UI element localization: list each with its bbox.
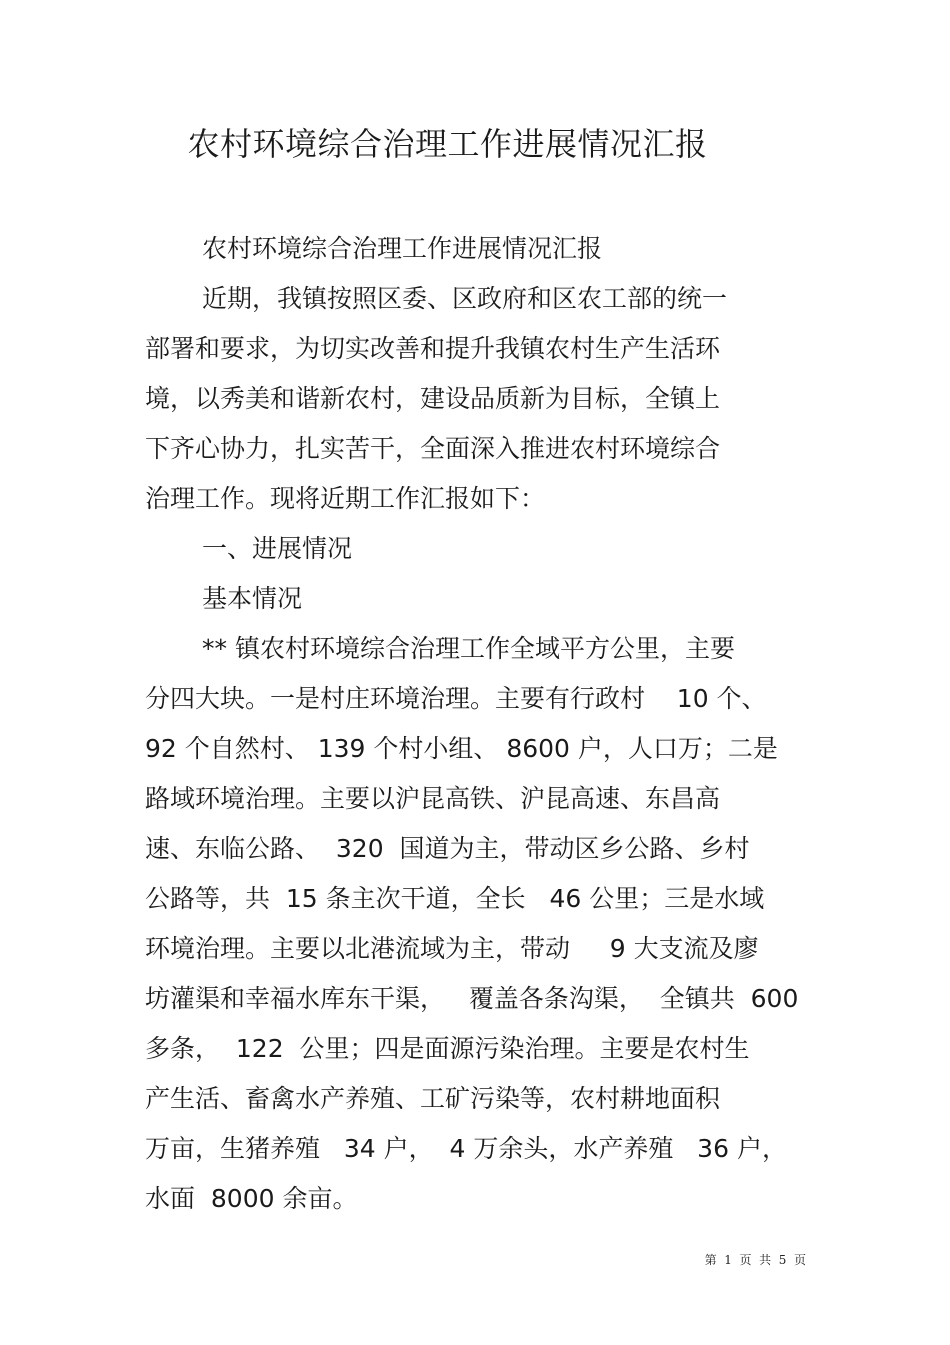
body-line: 下齐心协力，扎实苦干，全面深入推进农村环境综合 (145, 434, 721, 463)
body-line: 水面 8000 余亩。 (145, 1184, 358, 1213)
body-line: ** 镇农村环境综合治理工作全域平方公里，主要 (202, 634, 735, 663)
body-line: 路域环境治理。主要以沪昆高铁、沪昆高速、东昌高 (145, 784, 721, 813)
body-line: 近期，我镇按照区委、区政府和区农工部的统一 (202, 284, 728, 313)
body-line: 基本情况 (202, 584, 303, 613)
body-line: 环境治理。主要以北港流域为主，带动 9 大支流及廖 (145, 934, 759, 963)
document-title: 农村环境综合治理工作进展情况汇报 (187, 125, 708, 163)
body-line: 一、进展情况 (202, 534, 353, 563)
body-line: 分四大块。一是村庄环境治理。主要有行政村 10 个、 (145, 684, 767, 713)
body-line: 产生活、畜禽水产养殖、工矿污染等，农村耕地面积 (145, 1084, 721, 1113)
body-line: 多条， 122 公里；四是面源污染治理。主要是农村生 (145, 1034, 750, 1063)
body-line: 坊灌渠和幸福水库东干渠， 覆盖各条沟渠， 全镇共 600 (145, 984, 799, 1013)
body-line: 治理工作。现将近期工作汇报如下： (145, 484, 546, 513)
body-line: 境，以秀美和谐新农村，建设品质新为目标，全镇上 (145, 384, 721, 413)
body-line: 92 个自然村、 139 个村小组、 8600 户，人口万；二是 (145, 734, 778, 763)
page-footer: 第 1 页 共 5 页 (704, 1253, 806, 1267)
body-line: 速、东临公路、 320 国道为主，带动区乡公路、乡村 (145, 834, 750, 863)
document-body (145, 224, 815, 1224)
body-line: 万亩，生猪养殖 34 户， 4 万余头，水产养殖 36 户， (145, 1134, 787, 1163)
body-line: 部署和要求，为切实改善和提升我镇农村生产生活环 (145, 334, 721, 363)
body-line: 农村环境综合治理工作进展情况汇报 (202, 234, 603, 263)
body-line: 公路等，共 15 条主次干道，全长 46 公里；三是水域 (145, 884, 765, 913)
